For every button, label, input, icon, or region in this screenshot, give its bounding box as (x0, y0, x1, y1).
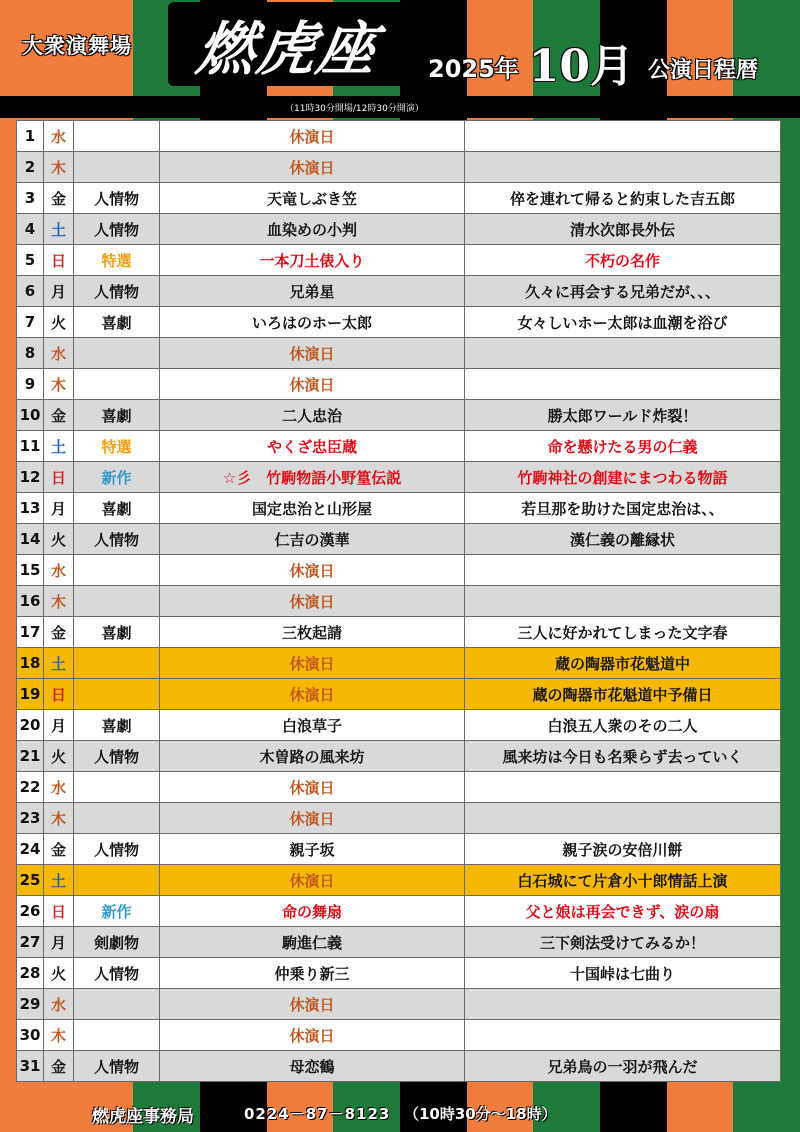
category-cell: 新作 (74, 462, 160, 493)
day-cell: 24 (17, 834, 44, 865)
day-cell: 16 (17, 586, 44, 617)
day-cell: 3 (17, 183, 44, 214)
schedule-row (17, 555, 781, 586)
category-cell: 人情物 (74, 834, 160, 865)
note-cell: 倅を連れて帰ると約束した吉五郎 (465, 183, 781, 214)
title-cell: 二人忠治 (160, 400, 465, 431)
note-cell (465, 555, 781, 586)
day-cell: 19 (17, 679, 44, 710)
note-cell: 命を懸けたる男の仁義 (465, 431, 781, 462)
note-cell (465, 338, 781, 369)
category-cell (74, 121, 160, 152)
day-cell: 8 (17, 338, 44, 369)
schedule-row (17, 1020, 781, 1051)
weekday-cell: 月 (44, 276, 74, 307)
schedule-row (17, 1051, 781, 1082)
note-cell (465, 803, 781, 834)
schedule-row (17, 338, 781, 369)
category-cell (74, 555, 160, 586)
day-cell: 21 (17, 741, 44, 772)
note-cell: 三人に好かれてしまった文字春 (465, 617, 781, 648)
category-cell: 喜劇 (74, 493, 160, 524)
schedule-row (17, 400, 781, 431)
category-cell: 人情物 (74, 183, 160, 214)
month-label: 10月 (528, 41, 635, 92)
title-cell: 母恋鶴 (160, 1051, 465, 1082)
office-phone: 0224－87－8123 (244, 1105, 391, 1123)
title-cell: 休演日 (160, 121, 465, 152)
weekday-cell: 火 (44, 958, 74, 989)
title-cell: 三枚起請 (160, 617, 465, 648)
note-cell: 白石城にて片倉小十郎情話上演 (465, 865, 781, 896)
note-cell (465, 121, 781, 152)
page-title: 公演日程暦 (648, 58, 759, 83)
note-cell: 女々しいホー太郎は血潮を浴び (465, 307, 781, 338)
category-cell: 特選 (74, 431, 160, 462)
title-cell: 休演日 (160, 803, 465, 834)
weekday-cell: 水 (44, 555, 74, 586)
schedule-table (16, 120, 781, 1082)
schedule-row (17, 214, 781, 245)
note-cell (465, 152, 781, 183)
title-cell: 駒進仁義 (160, 927, 465, 958)
weekday-cell: 土 (44, 865, 74, 896)
schedule-row (17, 710, 781, 741)
category-cell (74, 648, 160, 679)
note-cell (465, 586, 781, 617)
day-cell: 1 (17, 121, 44, 152)
day-cell: 7 (17, 307, 44, 338)
page-footer (0, 1098, 800, 1132)
weekday-cell: 土 (44, 431, 74, 462)
day-cell: 4 (17, 214, 44, 245)
title-cell: 休演日 (160, 1020, 465, 1051)
weekday-cell: 月 (44, 927, 74, 958)
weekday-cell: 月 (44, 493, 74, 524)
weekday-cell: 木 (44, 586, 74, 617)
day-cell: 18 (17, 648, 44, 679)
category-cell (74, 152, 160, 183)
day-cell: 14 (17, 524, 44, 555)
weekday-cell: 日 (44, 679, 74, 710)
day-cell: 22 (17, 772, 44, 803)
schedule-body (17, 121, 781, 1082)
day-cell: 6 (17, 276, 44, 307)
day-cell: 26 (17, 896, 44, 927)
note-cell: 不朽の名作 (465, 245, 781, 276)
schedule-row (17, 679, 781, 710)
title-cell: 仁吉の漢華 (160, 524, 465, 555)
day-cell: 2 (17, 152, 44, 183)
title-cell: 休演日 (160, 555, 465, 586)
note-cell: 十国峠は七曲り (465, 958, 781, 989)
schedule-row (17, 741, 781, 772)
weekday-cell: 水 (44, 989, 74, 1020)
weekday-cell: 日 (44, 462, 74, 493)
title-cell: 休演日 (160, 679, 465, 710)
schedule-row (17, 803, 781, 834)
day-cell: 13 (17, 493, 44, 524)
weekday-cell: 金 (44, 617, 74, 648)
note-cell (465, 369, 781, 400)
title-cell: 国定忠治と山形屋 (160, 493, 465, 524)
weekday-cell: 木 (44, 1020, 74, 1051)
title-cell: 兄弟星 (160, 276, 465, 307)
schedule-row (17, 276, 781, 307)
day-cell: 20 (17, 710, 44, 741)
schedule-row (17, 648, 781, 679)
schedule-row (17, 834, 781, 865)
note-cell (465, 772, 781, 803)
schedule-row (17, 989, 781, 1020)
category-cell: 人情物 (74, 741, 160, 772)
schedule-row (17, 121, 781, 152)
schedule-row (17, 772, 781, 803)
category-cell: 人情物 (74, 1051, 160, 1082)
title-cell: 血染めの小判 (160, 214, 465, 245)
title-cell: 休演日 (160, 772, 465, 803)
day-cell: 11 (17, 431, 44, 462)
weekday-cell: 火 (44, 524, 74, 555)
weekday-cell: 火 (44, 307, 74, 338)
title-cell: 休演日 (160, 865, 465, 896)
note-cell: 兄弟鳥の一羽が飛んだ (465, 1051, 781, 1082)
day-cell: 10 (17, 400, 44, 431)
note-cell: 竹駒神社の創建にまつわる物語 (465, 462, 781, 493)
schedule-row (17, 586, 781, 617)
title-cell: 休演日 (160, 369, 465, 400)
category-cell: 喜劇 (74, 307, 160, 338)
schedule-row (17, 617, 781, 648)
weekday-cell: 月 (44, 710, 74, 741)
office-hours: （10時30分～18時） (404, 1105, 557, 1123)
category-cell (74, 1020, 160, 1051)
category-cell (74, 803, 160, 834)
note-cell: 漢仁義の離縁状 (465, 524, 781, 555)
showtime-note: （11時30分開場/12時30分開演） (285, 104, 424, 114)
schedule-row (17, 307, 781, 338)
category-cell: 喜劇 (74, 617, 160, 648)
weekday-cell: 木 (44, 152, 74, 183)
weekday-cell: 金 (44, 400, 74, 431)
weekday-cell: 火 (44, 741, 74, 772)
schedule-period (428, 26, 758, 90)
logo-text: 燃虎座 (192, 15, 383, 83)
title-cell: 一本刀土俵入り (160, 245, 465, 276)
note-cell: 勝太郎ワールド炸裂！ (465, 400, 781, 431)
weekday-cell: 日 (44, 896, 74, 927)
category-cell: 人情物 (74, 276, 160, 307)
category-cell (74, 989, 160, 1020)
schedule-row (17, 958, 781, 989)
day-cell: 12 (17, 462, 44, 493)
schedule-row (17, 431, 781, 462)
weekday-cell: 水 (44, 772, 74, 803)
day-cell: 28 (17, 958, 44, 989)
title-cell: 命の舞扇 (160, 896, 465, 927)
schedule-row (17, 152, 781, 183)
office-name: 燃虎座事務局 (92, 1107, 194, 1127)
year-label: 2025年 (428, 55, 519, 83)
page-header (0, 0, 800, 96)
note-cell: 三下剣法受けてみるか！ (465, 927, 781, 958)
weekday-cell: 土 (44, 214, 74, 245)
category-cell (74, 865, 160, 896)
title-cell: 休演日 (160, 152, 465, 183)
schedule-row (17, 183, 781, 214)
schedule-row (17, 865, 781, 896)
category-cell (74, 369, 160, 400)
title-cell: 木曽路の風来坊 (160, 741, 465, 772)
weekday-cell: 土 (44, 648, 74, 679)
note-cell: 蔵の陶器市花魁道中 (465, 648, 781, 679)
weekday-cell: 金 (44, 1051, 74, 1082)
title-cell: 仲乗り新三 (160, 958, 465, 989)
category-cell (74, 338, 160, 369)
note-cell (465, 1020, 781, 1051)
category-cell: 剣劇物 (74, 927, 160, 958)
title-cell: やくざ忠臣蔵 (160, 431, 465, 462)
note-cell: 若旦那を助けた国定忠治は、、 (465, 493, 781, 524)
category-cell (74, 586, 160, 617)
weekday-cell: 水 (44, 121, 74, 152)
schedule-row (17, 245, 781, 276)
theater-logo (168, 2, 408, 86)
category-cell: 人情物 (74, 214, 160, 245)
venue-name: 大衆演舞場 (22, 34, 132, 58)
category-cell: 喜劇 (74, 400, 160, 431)
schedule-row (17, 927, 781, 958)
day-cell: 27 (17, 927, 44, 958)
category-cell: 新作 (74, 896, 160, 927)
schedule-row (17, 524, 781, 555)
weekday-cell: 木 (44, 803, 74, 834)
day-cell: 9 (17, 369, 44, 400)
day-cell: 15 (17, 555, 44, 586)
schedule-row (17, 462, 781, 493)
title-cell: 休演日 (160, 586, 465, 617)
day-cell: 17 (17, 617, 44, 648)
weekday-cell: 金 (44, 834, 74, 865)
weekday-cell: 金 (44, 183, 74, 214)
note-cell: 風来坊は今日も名乗らず去っていく (465, 741, 781, 772)
title-cell: ☆彡 竹駒物語小野篁伝説 (160, 462, 465, 493)
title-cell: 親子坂 (160, 834, 465, 865)
day-cell: 31 (17, 1051, 44, 1082)
note-cell: 久々に再会する兄弟だが、、、 (465, 276, 781, 307)
day-cell: 25 (17, 865, 44, 896)
note-cell: 親子涙の安倍川餅 (465, 834, 781, 865)
title-cell: 休演日 (160, 989, 465, 1020)
weekday-cell: 木 (44, 369, 74, 400)
day-cell: 30 (17, 1020, 44, 1051)
category-cell (74, 679, 160, 710)
note-cell: 白浪五人衆のその二人 (465, 710, 781, 741)
note-cell: 父と娘は再会できず、涙の扇 (465, 896, 781, 927)
schedule-row (17, 369, 781, 400)
note-cell (465, 989, 781, 1020)
schedule-row (17, 493, 781, 524)
day-cell: 5 (17, 245, 44, 276)
note-cell: 蔵の陶器市花魁道中予備日 (465, 679, 781, 710)
showtime-bar (0, 96, 800, 118)
title-cell: 天竜しぶき笠 (160, 183, 465, 214)
category-cell (74, 772, 160, 803)
schedule-row (17, 896, 781, 927)
title-cell: 休演日 (160, 648, 465, 679)
day-cell: 23 (17, 803, 44, 834)
category-cell: 喜劇 (74, 710, 160, 741)
note-cell: 清水次郎長外伝 (465, 214, 781, 245)
category-cell: 特選 (74, 245, 160, 276)
category-cell: 人情物 (74, 958, 160, 989)
title-cell: 休演日 (160, 338, 465, 369)
title-cell: いろはのホー太郎 (160, 307, 465, 338)
day-cell: 29 (17, 989, 44, 1020)
weekday-cell: 日 (44, 245, 74, 276)
weekday-cell: 水 (44, 338, 74, 369)
category-cell: 人情物 (74, 524, 160, 555)
title-cell: 白浪草子 (160, 710, 465, 741)
